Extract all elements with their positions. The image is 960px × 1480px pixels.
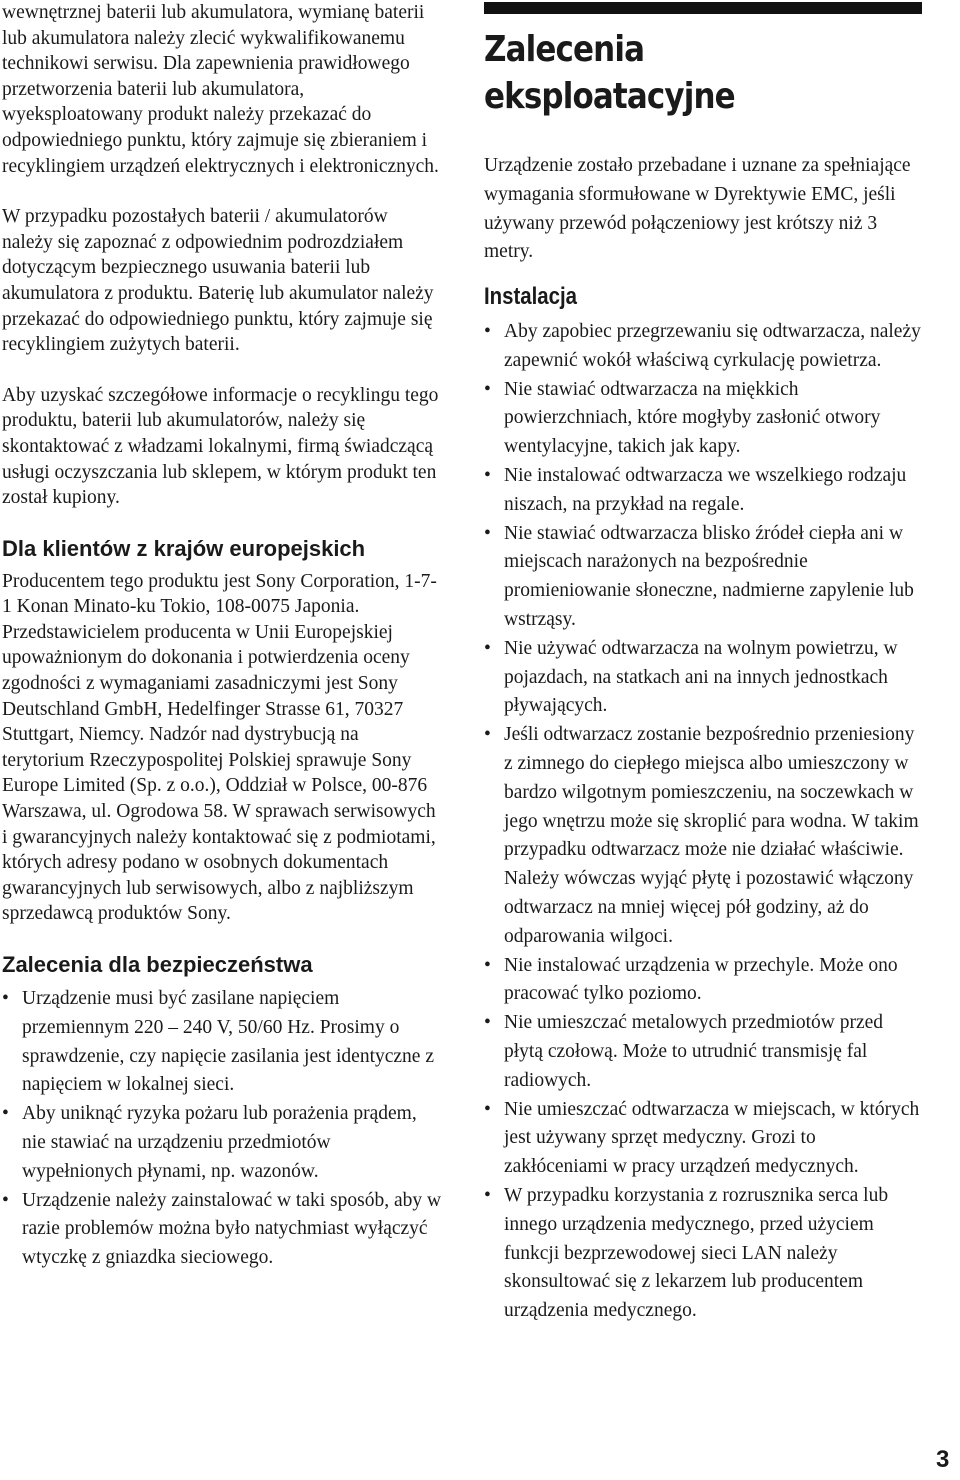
page-number: 3 [936,1446,950,1473]
list-item: • Nie instalować odtwarzacza we wszelkiego rodzaju niszach, na przykład na regale. [484,462,924,520]
eu-customers-heading: Dla klientów z krajów europejskich [2,535,366,561]
list-item: • Nie instalować urządzenia w przechyle. Może ono pracować tylko poziomo. [484,952,924,1010]
eu-customers-text: Producentem tego produktu jest Sony Corporation, 1-7-1 Konan Minato-ku Tokio, 108-0075 Japonia. Przedstawicielem producenta w Unii Europejskiej upoważnionym do dokonania i potwierdzenia oceny zgodności z wymaganiami zasadniczymi jest Sony Deutschland GmbH, Hedelfinger Strasse 61, 70327 Stuttgart, Niemcy. Nadzór nad dystrybucją na terytorium Rzeczypospolitej Polskiej sprawuje Sony Europe Limited (Sp. z o.o.), Oddział w Polsce, 00-876 Warszawa, ul. Ogrodowa 58. W sprawach serwisowych i gwarancyjnych należy kontaktować się z podmiotami, których adresy podano w osobnych dokumentach gwarancyjnych lub serwisowych, albo z najbliższym sprzedawcą produktów Sony. [2,570,437,925]
list-item: • Nie umieszczać odtwarzacza w miejscach, w których jest używany sprzęt medyczny. Grozi to zakłóceniami w pracy urządzeń medycznych. [484,1096,924,1182]
list-item: • Nie stawiać odtwarzacza blisko źródeł ciepła ani w miejscach narażonych na bezpośrednie promieniowanie słoneczne, nadmierne zapylenie lub wstrząsy. [484,520,924,635]
list-item: • Nie umieszczać metalowych przedmiotów przed płytą czołową. Może to utrudnić transmisję fal radiowych. [484,1009,924,1095]
list-item: • Jeśli odtwarzacz zostanie bezpośrednio przeniesiony z zimnego do ciepłego miejsca albo umieszczony w bardzo wilgotnym pomieszczeniu, na soczewkach w jego wnętrzu może się skroplić para wodna. W takim przypadku odtwarzacz może nie działać właściwie. Należy wówczas wyjąć płytę i pozostawić włączony odtwarzacz na mniej więcej pół godziny, aż do odparowania wilgoci. [484,721,924,951]
safety-list [2,985,442,1273]
list-item: • Aby uniknąć ryzyka pożaru lub porażenia prądem, nie stawiać na urządzeniu przedmiotów wypełnionych płynami, np. wazonów. [2,1100,442,1186]
list-item: • Nie stawiać odtwarzacza na miękkich powierzchniach, które mogłyby zasłonić otwory wentylacyjne, takich jak kapy. [484,376,924,462]
list-item: • Aby zapobiec przegrzewaniu się odtwarzacza, należy zapewnić wokół właściwą cyrkulację powietrza. [484,318,924,376]
title-line-2: eksploatacyjne [484,76,735,117]
title-line-1: Zalecenia [484,29,645,70]
list-item: • Nie używać odtwarzacza na wolnym powietrzu, w pojazdach, na statkach ani na innych jednostkach pływających. [484,635,924,721]
list-item: • Urządzenie musi być zasilane napięciem przemiennym 220 – 240 V, 50/60 Hz. Prosimy o sprawdzenie, czy napięcie zasilania jest identyczne z napięciem w lokalnej sieci. [2,985,442,1100]
list-item: • W przypadku korzystania z rozrusznika serca lub innego urządzenia medycznego, przed użyciem funkcji bezprzewodowej sieci LAN należy skonsultować się z lekarzem lub producentem urządzenia medycznego. [484,1182,924,1326]
battery-paragraph-2: W przypadku pozostałych baterii / akumulatorów należy się zapoznać z odpowiednim podrozdziałem dotyczącym bezpiecznego usuwania baterii lub akumulatora z produktu. Baterię lub akumulator należy przekazać do odpowiedniego punktu, który zajmuje się recyklingiem zużytych baterii. [2,206,434,356]
section-top-bar [484,2,922,14]
safety-heading: Zalecenia dla bezpieczeństwa [2,952,313,977]
installation-heading: Instalacja [484,283,577,310]
emc-paragraph: Urządzenie zostało przebadane i uznane za spełniające wymagania sformułowane w Dyrektywie EMC, jeśli używany przewód połączeniowy jest krótszy niż 3 metry. [484,155,911,263]
installation-list [484,318,924,1326]
recycling-info-paragraph: Aby uzyskać szczegółowe informacje o recyklingu tego produktu, baterii lub akumulatorów, należy się skontaktować z władzami lokalnymi, firmą świadczącą usługi oczyszczania lub sklepem, w którym produkt ten został kupiony. [2,384,439,509]
battery-paragraph-1: wewnętrznej baterii lub akumulatora, wymianę baterii lub akumulatora należy zlecić wykwalifikowanemu technikowi serwisu. Dla zapewnienia prawidłowego przetworzenia baterii lub akumulatora, wyeksploatowany produkt należy przekazać do odpowiedniego punktu, który zajmuje się zbieraniem i recyklingiem urządzeń elektrycznych i elektronicznych. [2,2,439,177]
page-title [484,26,862,120]
left-column [2,0,442,1273]
intro-block [484,152,924,267]
list-item: • Urządzenie należy zainstalować w taki sposób, aby w razie problemów można było natychmiast wyłączyć wtyczkę z gniazdka sieciowego. [2,1187,442,1273]
